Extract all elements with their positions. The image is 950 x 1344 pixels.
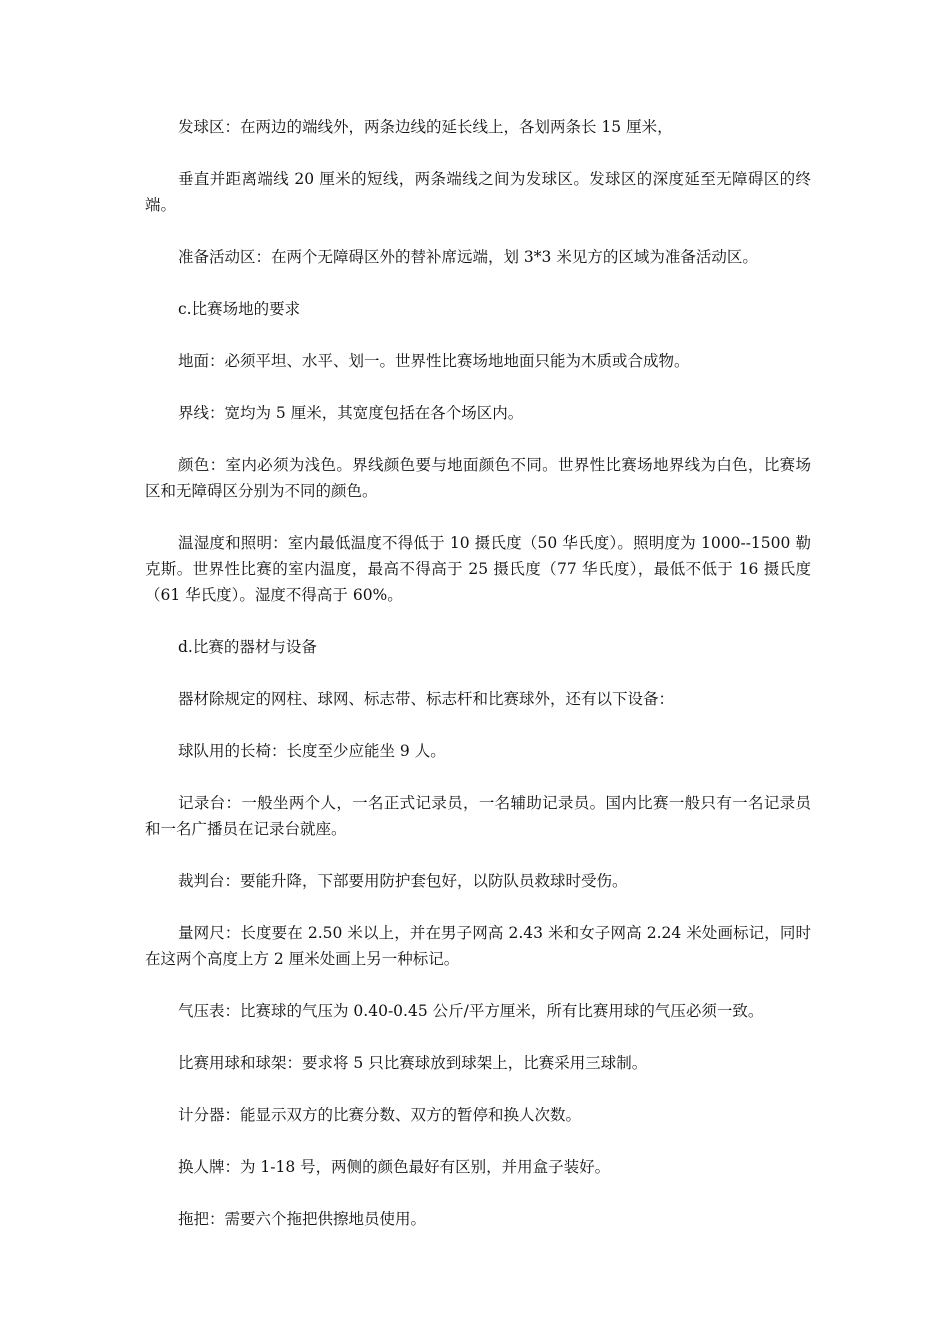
paragraph-warmup-zone: 准备活动区：在两个无障碍区外的替补席远端，划 3*3 米见方的区域为准备活动区。: [178, 248, 758, 266]
paragraph-lines: 界线：宽均为 5 厘米，其宽度包括在各个场区内。: [178, 404, 524, 422]
paragraph-ball-rack: 比赛用球和球架：要求将 5 只比赛球放到球架上，比赛采用三球制。: [178, 1054, 648, 1072]
paragraph-net-measure: 量网尺：长度要在 2.50 米以上，并在男子网高 2.43 米和女子网高 2.24 米处画标记，同时在这两个高度上方 2 厘米处画上另一种标记。: [145, 924, 811, 968]
section-heading-equipment: d.比赛的器材与设备: [178, 638, 317, 656]
section-heading-court-requirements: c.比赛场地的要求: [178, 300, 301, 318]
paragraph-referee-stand: 裁判台：要能升降，下部要用防护套包好，以防队员救球时受伤。: [178, 872, 628, 890]
paragraph-mops: 拖把：需要六个拖把供擦地员使用。: [178, 1210, 427, 1228]
paragraph-equipment-intro: 器材除规定的网柱、球网、标志带、标志杆和比赛球外，还有以下设备：: [178, 690, 675, 708]
paragraph-scorer-table: 记录台：一般坐两个人，一名正式记录员，一名辅助记录员。国内比赛一般只有一名记录员和一名广播员在记录台就座。: [145, 794, 811, 838]
paragraph-serve-zone: 发球区：在两边的端线外，两条边线的延长线上，各划两条长 15 厘米，: [178, 118, 673, 136]
paragraph-colors: 颜色：室内必须为浅色。界线颜色要与地面颜色不同。世界性比赛场地界线为白色，比赛场区和无障碍区分别为不同的颜色。: [145, 456, 811, 500]
paragraph-scoreboard: 计分器：能显示双方的比赛分数、双方的暂停和换人次数。: [178, 1106, 582, 1124]
paragraph-team-bench: 球队用的长椅：长度至少应能坐 9 人。: [178, 742, 446, 760]
paragraph-floor: 地面：必须平坦、水平、划一。世界性比赛场地地面只能为木质或合成物。: [178, 352, 690, 370]
paragraph-temperature-lighting: 温湿度和照明：室内最低温度不得低于 10 摄氏度（50 华氏度）。照明度为 1000--1500 勒克斯。世界性比赛的室内温度，最高不得高于 25 摄氏度（77 华氏度），最低不低于 16 摄氏度（61 华氏度）。湿度不得高于 60%。: [145, 534, 811, 604]
paragraph-pressure-gauge: 气压表：比赛球的气压为 0.40-0.45 公斤/平方厘米，所有比赛用球的气压必须一致。: [178, 1002, 764, 1020]
paragraph-substitution-paddles: 换人牌：为 1-18 号，两侧的颜色最好有区别，并用盒子装好。: [178, 1158, 611, 1176]
paragraph-serve-zone-detail: 垂直并距离端线 20 厘米的短线，两条端线之间为发球区。发球区的深度延至无障碍区的终端。: [145, 170, 811, 214]
document-body: [145, 114, 811, 1258]
